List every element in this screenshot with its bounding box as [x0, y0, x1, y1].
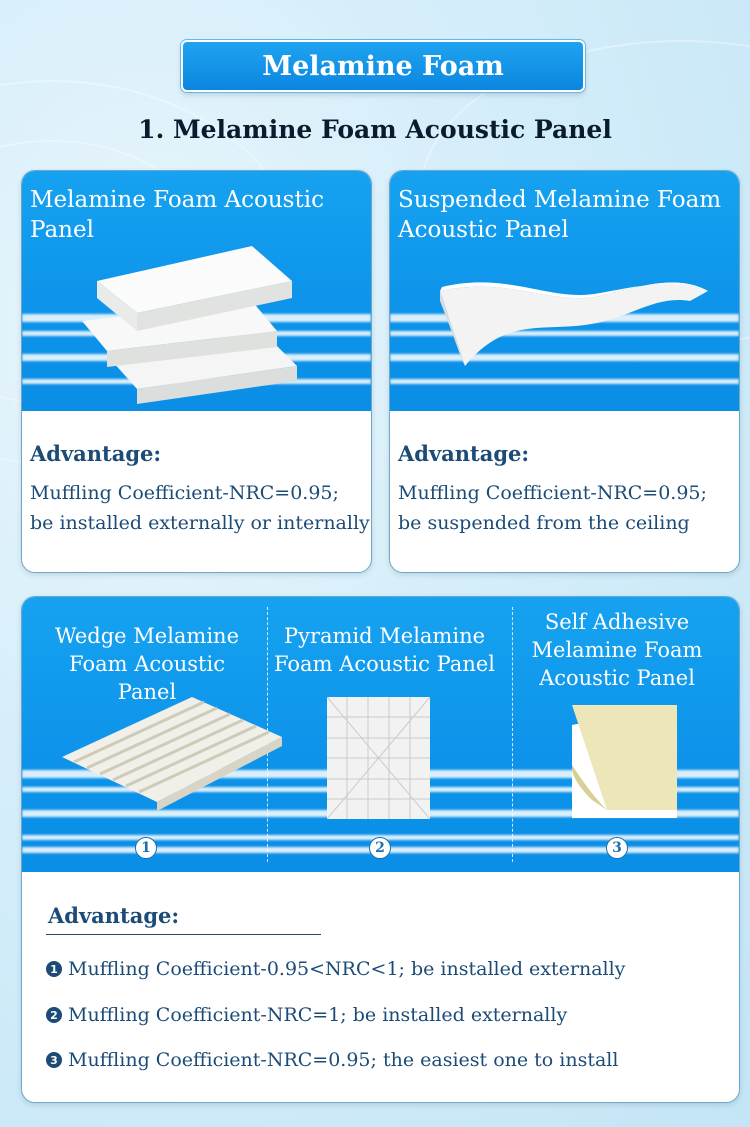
advantage-item — [46, 1004, 567, 1026]
advantage-label: Advantage: — [30, 441, 162, 466]
bullet-number: 3 — [46, 1052, 62, 1068]
pyramid-foam-image — [327, 697, 430, 819]
card-title: Melamine Foam Acoustic Panel — [30, 187, 324, 243]
advantage-item-text: Muffling Coefficient-NRC=1; be installed externally — [68, 1004, 568, 1026]
advantage-line: be installed externally or internally — [30, 512, 370, 534]
product-image-area — [390, 171, 739, 411]
column-number-badge: 3 — [606, 837, 628, 859]
column-title: Self Adhesive Melamine Foam Acoustic Panel — [531, 610, 703, 690]
section-title: 1. Melamine Foam Acoustic Panel — [138, 115, 612, 144]
column-title: Pyramid Melamine Foam Acoustic Panel — [273, 624, 495, 676]
advantage-line: be suspended from the ceiling — [398, 512, 690, 534]
advantage-item-text: Muffling Coefficient-NRC=0.95; the easiest one to install — [68, 1049, 619, 1071]
variants-image-area — [22, 597, 739, 872]
advantage-item — [46, 958, 625, 980]
advantage-label: Advantage: — [398, 441, 530, 466]
column-number-badge: 1 — [135, 837, 157, 859]
advantage-item — [46, 1049, 618, 1071]
advantage-line: Muffling Coefficient-NRC=0.95; — [398, 482, 707, 504]
advantage-label: Advantage: — [48, 903, 180, 928]
card-title: Suspended Melamine Foam Acoustic Panel — [398, 187, 722, 243]
banner-title: Melamine Foam — [262, 50, 504, 82]
column-number-badge: 2 — [369, 837, 391, 859]
column-divider — [512, 607, 513, 862]
product-card-suspended — [389, 170, 740, 573]
self-adhesive-foam-image — [562, 700, 692, 825]
bullet-number: 1 — [46, 961, 62, 977]
product-variants-card — [21, 596, 740, 1103]
advantage-underline — [46, 934, 321, 935]
page-banner — [181, 40, 585, 92]
product-image-area — [22, 171, 371, 411]
advantage-item-text: Muffling Coefficient-0.95<NRC<1; be installed externally — [68, 958, 626, 980]
advantage-line: Muffling Coefficient-NRC=0.95; — [30, 482, 339, 504]
product-card-panel — [21, 170, 372, 573]
column-title: Wedge Melamine Foam Acoustic Panel — [54, 624, 240, 704]
bullet-number: 2 — [46, 1007, 62, 1023]
